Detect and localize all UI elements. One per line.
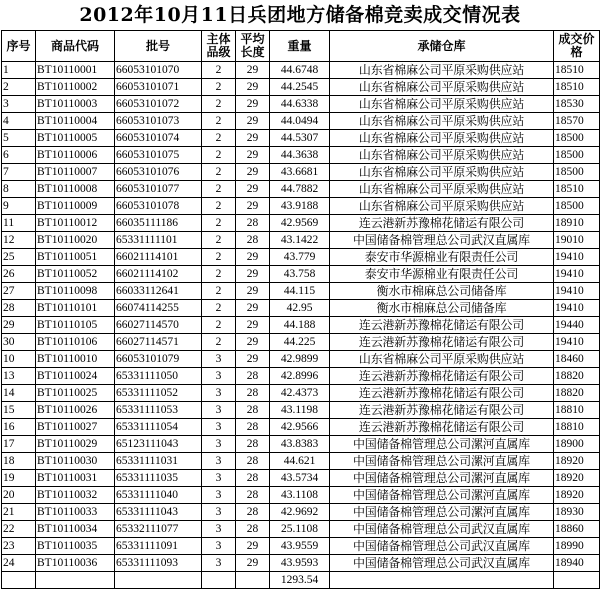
cell-length: 29 bbox=[236, 62, 270, 79]
header-warehouse: 承储仓库 bbox=[330, 31, 554, 62]
table-row bbox=[2, 487, 600, 504]
cell-weight: 43.758 bbox=[270, 266, 330, 283]
cell-code: BT10110036 bbox=[36, 555, 115, 572]
cell-warehouse: 泰安市华源棉业有限责任公司 bbox=[330, 266, 554, 283]
total-empty-cell bbox=[236, 572, 270, 589]
cell-weight: 43.9593 bbox=[270, 555, 330, 572]
cell-length: 29 bbox=[236, 538, 270, 555]
cell-price: 18820 bbox=[554, 385, 600, 402]
cell-length: 28 bbox=[236, 504, 270, 521]
cell-batch: 65331111052 bbox=[115, 385, 202, 402]
table-row bbox=[2, 368, 600, 385]
cell-batch: 65123111043 bbox=[115, 436, 202, 453]
cell-grade: 3 bbox=[202, 487, 236, 504]
cell-seq: 14 bbox=[2, 385, 36, 402]
total-empty-cell bbox=[36, 572, 115, 589]
cell-seq: 8 bbox=[2, 181, 36, 198]
cell-length: 29 bbox=[236, 351, 270, 368]
cell-grade: 2 bbox=[202, 215, 236, 232]
cell-warehouse: 中国储备棉管理总公司漯河直属库 bbox=[330, 487, 554, 504]
cell-batch: 66074114255 bbox=[115, 300, 202, 317]
cell-price: 18930 bbox=[554, 504, 600, 521]
cell-batch: 66053101071 bbox=[115, 79, 202, 96]
cell-price: 18910 bbox=[554, 215, 600, 232]
cell-seq: 24 bbox=[2, 555, 36, 572]
cell-length: 29 bbox=[236, 300, 270, 317]
cell-batch: 65331111031 bbox=[115, 453, 202, 470]
cell-weight: 43.9559 bbox=[270, 538, 330, 555]
cell-seq: 9 bbox=[2, 198, 36, 215]
cell-length: 28 bbox=[236, 436, 270, 453]
table-row bbox=[2, 266, 600, 283]
cell-seq: 16 bbox=[2, 419, 36, 436]
cell-seq: 28 bbox=[2, 300, 36, 317]
cell-seq: 15 bbox=[2, 402, 36, 419]
cell-warehouse: 中国储备棉管理总公司漯河直属库 bbox=[330, 470, 554, 487]
cell-code: BT10110034 bbox=[36, 521, 115, 538]
cell-price: 19410 bbox=[554, 249, 600, 266]
cell-seq: 13 bbox=[2, 368, 36, 385]
table-row bbox=[2, 79, 600, 96]
table-row bbox=[2, 96, 600, 113]
cell-length: 28 bbox=[236, 419, 270, 436]
cell-code: BT10110003 bbox=[36, 96, 115, 113]
cell-length: 29 bbox=[236, 317, 270, 334]
cell-warehouse: 连云港新苏豫棉花储运有限公司 bbox=[330, 419, 554, 436]
cell-code: BT10110031 bbox=[36, 470, 115, 487]
cell-grade: 3 bbox=[202, 351, 236, 368]
cell-seq: 25 bbox=[2, 249, 36, 266]
cell-warehouse: 山东省棉麻公司平原采购供应站 bbox=[330, 351, 554, 368]
cell-batch: 66027114570 bbox=[115, 317, 202, 334]
cell-batch: 66053101079 bbox=[115, 351, 202, 368]
cell-length: 28 bbox=[236, 368, 270, 385]
cell-code: BT10110002 bbox=[36, 79, 115, 96]
cell-batch: 65331111091 bbox=[115, 538, 202, 555]
table-row bbox=[2, 504, 600, 521]
cell-price: 19410 bbox=[554, 300, 600, 317]
cell-price: 18920 bbox=[554, 487, 600, 504]
header-code: 商品代码 bbox=[36, 31, 115, 62]
cell-price: 18920 bbox=[554, 453, 600, 470]
cell-batch: 65331111035 bbox=[115, 470, 202, 487]
cell-grade: 3 bbox=[202, 368, 236, 385]
cell-warehouse: 山东省棉麻公司平原采购供应站 bbox=[330, 96, 554, 113]
cell-batch: 66053101077 bbox=[115, 181, 202, 198]
cell-grade: 3 bbox=[202, 436, 236, 453]
cell-warehouse: 衡水市棉麻总公司储备库 bbox=[330, 300, 554, 317]
cell-price: 18860 bbox=[554, 521, 600, 538]
table-row bbox=[2, 334, 600, 351]
cell-weight: 42.9566 bbox=[270, 419, 330, 436]
cell-batch: 66053101072 bbox=[115, 96, 202, 113]
cell-code: BT10110033 bbox=[36, 504, 115, 521]
cell-grade: 2 bbox=[202, 334, 236, 351]
cell-code: BT10110007 bbox=[36, 164, 115, 181]
table-row bbox=[2, 538, 600, 555]
cell-price: 18920 bbox=[554, 470, 600, 487]
cell-grade: 3 bbox=[202, 402, 236, 419]
cell-length: 29 bbox=[236, 147, 270, 164]
cell-length: 29 bbox=[236, 266, 270, 283]
cell-weight: 25.1108 bbox=[270, 521, 330, 538]
cell-batch: 65331111054 bbox=[115, 419, 202, 436]
cell-warehouse: 连云港新苏豫棉花储运有限公司 bbox=[330, 368, 554, 385]
cell-warehouse: 山东省棉麻公司平原采购供应站 bbox=[330, 79, 554, 96]
cell-code: BT10110035 bbox=[36, 538, 115, 555]
cell-price: 18500 bbox=[554, 130, 600, 147]
cell-price: 18500 bbox=[554, 164, 600, 181]
table-row bbox=[2, 555, 600, 572]
cell-batch: 65331111101 bbox=[115, 232, 202, 249]
cell-grade: 2 bbox=[202, 198, 236, 215]
cell-price: 19010 bbox=[554, 232, 600, 249]
cell-price: 18500 bbox=[554, 198, 600, 215]
cell-price: 18510 bbox=[554, 62, 600, 79]
cell-warehouse: 中国储备棉管理总公司漯河直属库 bbox=[330, 453, 554, 470]
cell-seq: 26 bbox=[2, 266, 36, 283]
table-row bbox=[2, 130, 600, 147]
total-empty-cell bbox=[202, 572, 236, 589]
cell-batch: 65331111040 bbox=[115, 487, 202, 504]
cell-batch: 65331111050 bbox=[115, 368, 202, 385]
cell-price: 19410 bbox=[554, 283, 600, 300]
table-row bbox=[2, 232, 600, 249]
cell-grade: 2 bbox=[202, 62, 236, 79]
cell-warehouse: 中国储备棉管理总公司漯河直属库 bbox=[330, 504, 554, 521]
cell-warehouse: 连云港新苏豫棉花储运有限公司 bbox=[330, 215, 554, 232]
cell-length: 28 bbox=[236, 232, 270, 249]
cell-weight: 44.0494 bbox=[270, 113, 330, 130]
cell-grade: 2 bbox=[202, 113, 236, 130]
cell-warehouse: 山东省棉麻公司平原采购供应站 bbox=[330, 113, 554, 130]
cell-batch: 65331111093 bbox=[115, 555, 202, 572]
header-weight: 重量 bbox=[270, 31, 330, 62]
cell-seq: 5 bbox=[2, 130, 36, 147]
cell-price: 18510 bbox=[554, 79, 600, 96]
cell-price: 18820 bbox=[554, 368, 600, 385]
cell-batch: 66053101074 bbox=[115, 130, 202, 147]
table-row bbox=[2, 436, 600, 453]
cell-batch: 65331111043 bbox=[115, 504, 202, 521]
header-row bbox=[2, 31, 600, 62]
cell-length: 28 bbox=[236, 385, 270, 402]
cell-code: BT10110030 bbox=[36, 453, 115, 470]
cell-weight: 44.7882 bbox=[270, 181, 330, 198]
cell-code: BT10110052 bbox=[36, 266, 115, 283]
cell-weight: 44.188 bbox=[270, 317, 330, 334]
cell-weight: 43.5734 bbox=[270, 470, 330, 487]
header-grade: 主体品级 bbox=[202, 31, 236, 62]
cell-price: 18530 bbox=[554, 96, 600, 113]
cell-length: 28 bbox=[236, 215, 270, 232]
cell-grade: 3 bbox=[202, 453, 236, 470]
table-row bbox=[2, 164, 600, 181]
table-row bbox=[2, 283, 600, 300]
cell-seq: 6 bbox=[2, 147, 36, 164]
table-row bbox=[2, 419, 600, 436]
table-row bbox=[2, 249, 600, 266]
cell-price: 19410 bbox=[554, 266, 600, 283]
cell-price: 18500 bbox=[554, 147, 600, 164]
cell-weight: 43.6681 bbox=[270, 164, 330, 181]
auction-results-table bbox=[1, 30, 600, 589]
cell-code: BT10110105 bbox=[36, 317, 115, 334]
cell-batch: 66021114101 bbox=[115, 249, 202, 266]
cell-batch: 66021114102 bbox=[115, 266, 202, 283]
cell-warehouse: 连云港新苏豫棉花储运有限公司 bbox=[330, 334, 554, 351]
cell-warehouse: 中国储备棉管理总公司武汉直属库 bbox=[330, 538, 554, 555]
cell-price: 18510 bbox=[554, 181, 600, 198]
cell-batch: 66053101073 bbox=[115, 113, 202, 130]
cell-grade: 2 bbox=[202, 249, 236, 266]
cell-batch: 65332111077 bbox=[115, 521, 202, 538]
cell-seq: 22 bbox=[2, 521, 36, 538]
cell-code: BT10110010 bbox=[36, 351, 115, 368]
cell-price: 18940 bbox=[554, 555, 600, 572]
cell-batch: 66033112641 bbox=[115, 283, 202, 300]
cell-weight: 42.8996 bbox=[270, 368, 330, 385]
cell-weight: 44.6748 bbox=[270, 62, 330, 79]
cell-grade: 2 bbox=[202, 266, 236, 283]
header-length: 平均长度 bbox=[236, 31, 270, 62]
cell-code: BT10110012 bbox=[36, 215, 115, 232]
cell-seq: 3 bbox=[2, 96, 36, 113]
cell-seq: 4 bbox=[2, 113, 36, 130]
cell-grade: 2 bbox=[202, 130, 236, 147]
cell-length: 28 bbox=[236, 453, 270, 470]
cell-code: BT10110024 bbox=[36, 368, 115, 385]
cell-length: 29 bbox=[236, 555, 270, 572]
cell-length: 28 bbox=[236, 470, 270, 487]
cell-length: 28 bbox=[236, 402, 270, 419]
cell-code: BT10110106 bbox=[36, 334, 115, 351]
cell-weight: 44.6338 bbox=[270, 96, 330, 113]
cell-seq: 19 bbox=[2, 470, 36, 487]
cell-code: BT10110005 bbox=[36, 130, 115, 147]
cell-code: BT10110025 bbox=[36, 385, 115, 402]
cell-warehouse: 连云港新苏豫棉花储运有限公司 bbox=[330, 402, 554, 419]
cell-weight: 44.621 bbox=[270, 453, 330, 470]
cell-code: BT10110027 bbox=[36, 419, 115, 436]
cell-warehouse: 山东省棉麻公司平原采购供应站 bbox=[330, 198, 554, 215]
cell-seq: 18 bbox=[2, 453, 36, 470]
cell-weight: 42.4373 bbox=[270, 385, 330, 402]
table-row bbox=[2, 470, 600, 487]
total-empty-cell bbox=[115, 572, 202, 589]
cell-seq: 10 bbox=[2, 351, 36, 368]
cell-grade: 3 bbox=[202, 419, 236, 436]
cell-weight: 44.5307 bbox=[270, 130, 330, 147]
cell-warehouse: 山东省棉麻公司平原采购供应站 bbox=[330, 147, 554, 164]
cell-price: 18460 bbox=[554, 351, 600, 368]
cell-seq: 7 bbox=[2, 164, 36, 181]
table-row bbox=[2, 113, 600, 130]
table-row bbox=[2, 402, 600, 419]
cell-seq: 12 bbox=[2, 232, 36, 249]
cell-batch: 66053101078 bbox=[115, 198, 202, 215]
cell-seq: 20 bbox=[2, 487, 36, 504]
cell-weight: 43.779 bbox=[270, 249, 330, 266]
cell-length: 28 bbox=[236, 487, 270, 504]
table-row bbox=[2, 385, 600, 402]
cell-code: BT10110004 bbox=[36, 113, 115, 130]
total-weight: 1293.54 bbox=[270, 572, 330, 589]
cell-warehouse: 山东省棉麻公司平原采购供应站 bbox=[330, 62, 554, 79]
cell-weight: 44.3638 bbox=[270, 147, 330, 164]
header-batch: 批号 bbox=[115, 31, 202, 62]
cell-length: 29 bbox=[236, 164, 270, 181]
cell-grade: 2 bbox=[202, 317, 236, 334]
cell-code: BT10110020 bbox=[36, 232, 115, 249]
cell-warehouse: 山东省棉麻公司平原采购供应站 bbox=[330, 164, 554, 181]
cell-grade: 2 bbox=[202, 181, 236, 198]
cell-weight: 42.95 bbox=[270, 300, 330, 317]
cell-length: 29 bbox=[236, 79, 270, 96]
cell-seq: 21 bbox=[2, 504, 36, 521]
cell-grade: 2 bbox=[202, 96, 236, 113]
cell-warehouse: 衡水市棉麻总公司储备库 bbox=[330, 283, 554, 300]
cell-length: 28 bbox=[236, 521, 270, 538]
total-empty-cell bbox=[554, 572, 600, 589]
cell-weight: 43.1422 bbox=[270, 232, 330, 249]
total-empty-cell bbox=[330, 572, 554, 589]
cell-weight: 44.225 bbox=[270, 334, 330, 351]
cell-batch: 66053101076 bbox=[115, 164, 202, 181]
cell-price: 19440 bbox=[554, 317, 600, 334]
cell-grade: 3 bbox=[202, 555, 236, 572]
cell-price: 19410 bbox=[554, 334, 600, 351]
cell-weight: 42.9899 bbox=[270, 351, 330, 368]
cell-code: BT10110032 bbox=[36, 487, 115, 504]
cell-seq: 30 bbox=[2, 334, 36, 351]
cell-warehouse: 中国储备棉管理总公司武汉直属库 bbox=[330, 555, 554, 572]
cell-batch: 66035111186 bbox=[115, 215, 202, 232]
cell-weight: 43.8383 bbox=[270, 436, 330, 453]
cell-grade: 3 bbox=[202, 521, 236, 538]
cell-length: 29 bbox=[236, 181, 270, 198]
cell-code: BT10110001 bbox=[36, 62, 115, 79]
cell-warehouse: 中国储备棉管理总公司武汉直属库 bbox=[330, 232, 554, 249]
cell-grade: 3 bbox=[202, 470, 236, 487]
cell-seq: 23 bbox=[2, 538, 36, 555]
cell-code: BT10110008 bbox=[36, 181, 115, 198]
cell-weight: 44.115 bbox=[270, 283, 330, 300]
cell-code: BT10110009 bbox=[36, 198, 115, 215]
cell-batch: 66053101070 bbox=[115, 62, 202, 79]
cell-warehouse: 泰安市华源棉业有限责任公司 bbox=[330, 249, 554, 266]
table-row bbox=[2, 215, 600, 232]
total-row bbox=[2, 572, 600, 589]
cell-grade: 2 bbox=[202, 283, 236, 300]
cell-weight: 42.9692 bbox=[270, 504, 330, 521]
table-row bbox=[2, 521, 600, 538]
cell-code: BT10110029 bbox=[36, 436, 115, 453]
cell-grade: 3 bbox=[202, 504, 236, 521]
table-row bbox=[2, 453, 600, 470]
cell-weight: 42.9569 bbox=[270, 215, 330, 232]
cell-warehouse: 山东省棉麻公司平原采购供应站 bbox=[330, 130, 554, 147]
table-title: 2012年10月11日兵团地方储备棉竞卖成交情况表 bbox=[79, 4, 521, 26]
cell-seq: 1 bbox=[2, 62, 36, 79]
cell-grade: 3 bbox=[202, 385, 236, 402]
cell-warehouse: 中国储备棉管理总公司武汉直属库 bbox=[330, 521, 554, 538]
cell-length: 29 bbox=[236, 198, 270, 215]
table-row bbox=[2, 147, 600, 164]
cell-grade: 2 bbox=[202, 300, 236, 317]
cell-warehouse: 中国储备棉管理总公司漯河直属库 bbox=[330, 436, 554, 453]
table-row bbox=[2, 181, 600, 198]
cell-batch: 66053101075 bbox=[115, 147, 202, 164]
cell-length: 29 bbox=[236, 113, 270, 130]
cell-code: BT10110098 bbox=[36, 283, 115, 300]
cell-price: 18570 bbox=[554, 113, 600, 130]
cell-length: 29 bbox=[236, 130, 270, 147]
cell-batch: 66027114571 bbox=[115, 334, 202, 351]
cell-seq: 2 bbox=[2, 79, 36, 96]
cell-seq: 17 bbox=[2, 436, 36, 453]
header-seq: 序号 bbox=[2, 31, 36, 62]
cell-code: BT10110026 bbox=[36, 402, 115, 419]
cell-warehouse: 山东省棉麻公司平原采购供应站 bbox=[330, 181, 554, 198]
total-empty-cell bbox=[2, 572, 36, 589]
cell-length: 29 bbox=[236, 96, 270, 113]
cell-seq: 11 bbox=[2, 215, 36, 232]
cell-weight: 44.2545 bbox=[270, 79, 330, 96]
table-row bbox=[2, 62, 600, 79]
cell-batch: 65331111053 bbox=[115, 402, 202, 419]
cell-warehouse: 连云港新苏豫棉花储运有限公司 bbox=[330, 317, 554, 334]
cell-price: 18810 bbox=[554, 402, 600, 419]
cell-grade: 2 bbox=[202, 79, 236, 96]
cell-grade: 2 bbox=[202, 164, 236, 181]
header-price: 成交价格 bbox=[554, 31, 600, 62]
cell-code: BT10110006 bbox=[36, 147, 115, 164]
cell-grade: 3 bbox=[202, 538, 236, 555]
cell-weight: 43.1108 bbox=[270, 487, 330, 504]
table-row bbox=[2, 300, 600, 317]
cell-seq: 29 bbox=[2, 317, 36, 334]
cell-code: BT10110101 bbox=[36, 300, 115, 317]
cell-grade: 2 bbox=[202, 232, 236, 249]
cell-price: 18990 bbox=[554, 538, 600, 555]
table-row bbox=[2, 351, 600, 368]
cell-price: 18900 bbox=[554, 436, 600, 453]
cell-weight: 43.9188 bbox=[270, 198, 330, 215]
cell-length: 29 bbox=[236, 283, 270, 300]
cell-warehouse: 连云港新苏豫棉花储运有限公司 bbox=[330, 385, 554, 402]
cell-weight: 43.1198 bbox=[270, 402, 330, 419]
cell-grade: 2 bbox=[202, 147, 236, 164]
cell-price: 18810 bbox=[554, 419, 600, 436]
cell-length: 29 bbox=[236, 334, 270, 351]
table-row bbox=[2, 317, 600, 334]
cell-code: BT10110051 bbox=[36, 249, 115, 266]
cell-seq: 27 bbox=[2, 283, 36, 300]
cell-length: 29 bbox=[236, 249, 270, 266]
table-row bbox=[2, 198, 600, 215]
